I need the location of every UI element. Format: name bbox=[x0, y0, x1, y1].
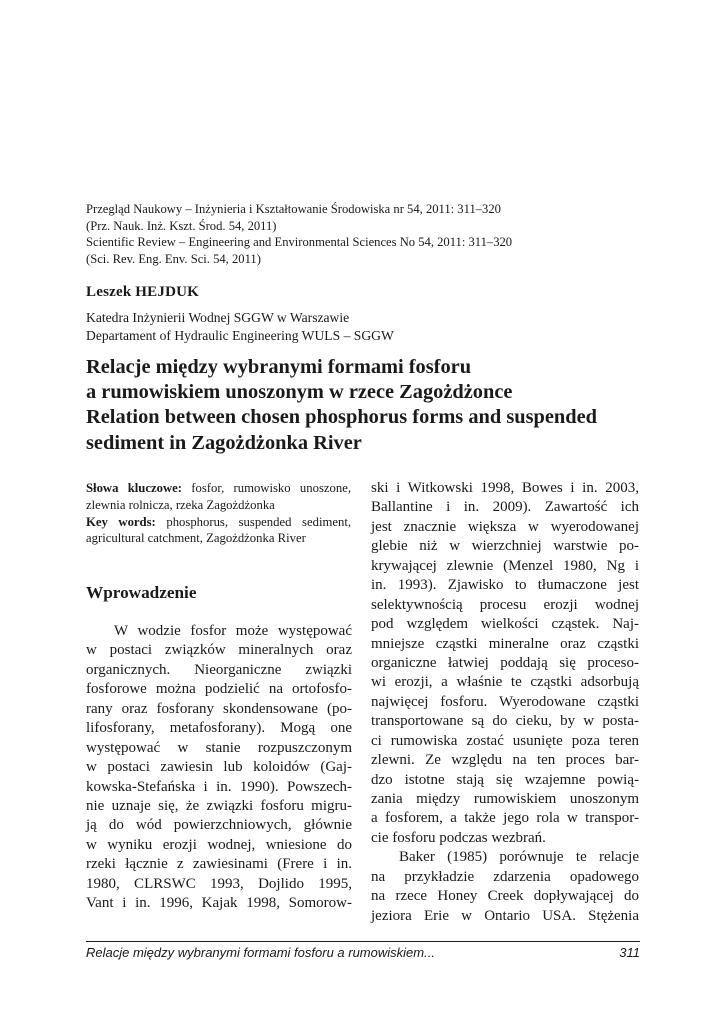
body-line: na rzece Honey Creek dopływającej do bbox=[371, 888, 639, 905]
body-line: nie uznaje się, że związki fosforu migru- bbox=[86, 797, 352, 814]
keywords-english bbox=[86, 514, 351, 548]
keywords-block bbox=[86, 480, 351, 547]
body-line: mniejsze cząstki mineralne oraz cząstki bbox=[371, 635, 639, 652]
body-line: ski i Witkowski 1998, Bowes i in. 2003, bbox=[371, 480, 639, 496]
body-line: transportowane są do cieku, by w posta- bbox=[371, 713, 639, 730]
keywords-polish-text: fosfor, rumowisko unoszone, zlewnia rolnicza, rzeka Zagożdżonka bbox=[86, 481, 351, 512]
body-line: fosforowe można podzielić na ortofosfo- bbox=[86, 681, 352, 698]
body-line: wi erozji, a właśnie te cząstki adsorbują bbox=[371, 674, 639, 691]
body-line: Baker (1985) porównuje te relacje bbox=[399, 849, 639, 866]
author-affiliation bbox=[86, 309, 394, 344]
body-line: jest znacznie większa w wyerodowanej bbox=[371, 518, 639, 535]
footer-divider bbox=[86, 941, 640, 942]
body-column-left bbox=[86, 622, 352, 914]
body-line: in. 1993). Zjawisko to tłumaczone jest bbox=[371, 577, 639, 594]
journal-citation bbox=[86, 201, 646, 267]
body-line: rany oraz fosforany skondensowane (po- bbox=[86, 700, 352, 717]
body-line: pod względem wielkości cząstek. Naj- bbox=[371, 616, 639, 633]
body-line: ci rumowiska zostać usunięte poza teren bbox=[371, 732, 639, 749]
body-line: jeziora Erie w Ontario USA. Stężenia bbox=[371, 907, 639, 924]
body-line: lifosforany, metafosforany). Mogą one bbox=[86, 720, 352, 737]
body-line: w postaci zawiesin lub koloidów (Gaj- bbox=[86, 759, 352, 776]
citation-line: Przegląd Naukowy – Inżynieria i Kształtowanie Środowiska nr 54, 2011: 311–320 bbox=[86, 202, 501, 216]
body-line: rzeki łącznie z zawiesinami (Frere i in. bbox=[86, 856, 352, 873]
body-line: cie fosforu podczas wezbrań. bbox=[371, 829, 546, 846]
page-number: 311 bbox=[619, 945, 640, 960]
body-line: na przykładzie zdarzenia opadowego bbox=[371, 868, 639, 885]
title-line: sediment in Zagożdżonka River bbox=[86, 431, 362, 454]
body-line: zlewni. Ze względu na ten proces bar- bbox=[371, 752, 639, 769]
title-line: a rumowiskiem unoszonym w rzece Zagożdżonce bbox=[86, 381, 513, 404]
body-line: ją do wód powierzchniowych, głównie bbox=[86, 817, 352, 834]
keywords-polish-label: Słowa kluczowe: bbox=[86, 481, 182, 495]
keywords-polish bbox=[86, 480, 351, 514]
body-line: 1980, CLRSWC 1993, Dojlido 1995, bbox=[86, 875, 352, 892]
citation-line: Scientific Review – Engineering and Environmental Sciences No 54, 2011: 311–320 bbox=[86, 235, 513, 249]
affiliation-line: Katedra Inżynierii Wodnej SGGW w Warszawie bbox=[86, 310, 350, 325]
body-line: Vant i in. 1996, Kajak 1998, Somorow- bbox=[86, 895, 352, 912]
citation-line: (Sci. Rev. Eng. Env. Sci. 54, 2011) bbox=[86, 251, 261, 266]
body-line: a fosforem, a także jego rola w transpor- bbox=[371, 810, 639, 827]
body-line: krywającej zlewnie (Menzel 1980, Ng i bbox=[371, 557, 639, 574]
title-line: Relacje między wybranymi formami fosforu bbox=[86, 356, 472, 378]
body-line: kowska-Stefańska i in. 1990). Powszech- bbox=[86, 778, 352, 795]
body-column-right bbox=[371, 479, 639, 926]
body-line: selektywnością procesu erozji wodnej bbox=[371, 596, 639, 613]
article-title bbox=[86, 355, 646, 456]
body-line: w postaci związków mineralnych oraz bbox=[86, 642, 352, 659]
body-line: dzo istotne stają się wzajemne powią- bbox=[371, 771, 639, 788]
author-name: Leszek HEJDUK bbox=[86, 284, 200, 300]
section-heading: Wprowadzenie bbox=[86, 583, 197, 602]
body-line: w wyniku erozji wodnej, wniesione do bbox=[86, 836, 352, 853]
body-line: glebie niż w wierzchniej warstwie po- bbox=[371, 538, 639, 555]
title-line: Relation between chosen phosphorus forms and suspended bbox=[86, 406, 597, 429]
body-line: organiczne łatwiej poddają się proceso- bbox=[371, 654, 639, 671]
body-line: najwięcej fosforu. Wyerodowane cząstki bbox=[371, 693, 639, 710]
keywords-english-label: Key words: bbox=[86, 514, 156, 529]
body-line: organicznych. Nieorganiczne związki bbox=[86, 661, 352, 678]
citation-line: (Prz. Nauk. Inż. Kszt. Środ. 54, 2011) bbox=[86, 218, 277, 233]
body-line: występować w stanie rozpuszczonym bbox=[86, 739, 352, 756]
keywords-english-text: phosphorus, suspended sediment, agricultural catchment, Zagożdżonka River bbox=[86, 514, 352, 546]
body-line: Ballantine i in. 2009). Zawartość ich bbox=[371, 499, 639, 516]
affiliation-line: Departament of Hydraulic Engineering WULS – SGGW bbox=[86, 327, 394, 343]
body-line: zania między rumowiskiem unoszonym bbox=[371, 791, 639, 807]
running-title: Relacje między wybranymi formami fosforu a rumowiskiem... bbox=[86, 945, 435, 960]
body-line: W wodzie fosfor może występować bbox=[114, 623, 352, 639]
